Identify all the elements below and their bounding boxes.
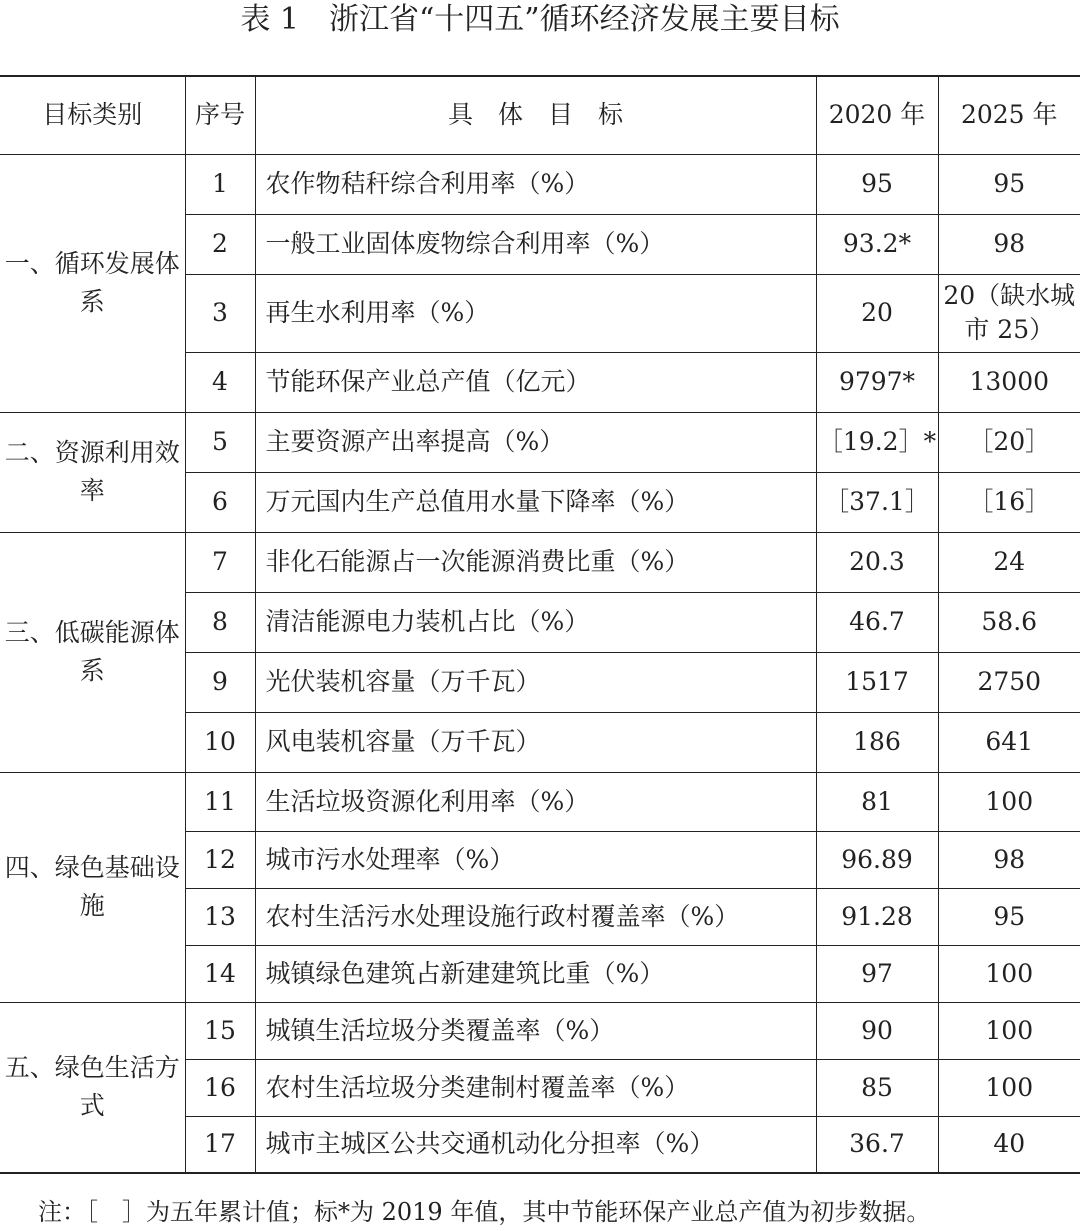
value-2020-cell: 90: [816, 1002, 938, 1059]
goal-cell: 一般工业固体废物综合利用率（%）: [255, 214, 816, 274]
value-2025-cell: 95: [938, 154, 1080, 214]
seq-cell: 10: [185, 712, 255, 772]
value-2020-cell: 81: [816, 772, 938, 831]
goal-cell: 万元国内生产总值用水量下降率（%）: [255, 472, 816, 532]
value-2025-cell: ［16］: [938, 472, 1080, 532]
value-2025-cell: 641: [938, 712, 1080, 772]
value-2025-cell: 100: [938, 1059, 1080, 1116]
seq-cell: 5: [185, 412, 255, 472]
value-2020-cell: 36.7: [816, 1116, 938, 1173]
seq-cell: 13: [185, 888, 255, 945]
seq-cell: 11: [185, 772, 255, 831]
header-goal: 具 体 目 标: [255, 76, 816, 154]
seq-cell: 7: [185, 532, 255, 592]
seq-cell: 2: [185, 214, 255, 274]
value-2020-cell: 9797*: [816, 352, 938, 412]
category-cell: 五、绿色生活方式: [0, 1002, 185, 1173]
goal-cell: 风电装机容量（万千瓦）: [255, 712, 816, 772]
seq-cell: 9: [185, 652, 255, 712]
value-2020-cell: 91.28: [816, 888, 938, 945]
value-2020-cell: 46.7: [816, 592, 938, 652]
seq-cell: 4: [185, 352, 255, 412]
table-row: [0, 154, 1080, 214]
goal-cell: 城市主城区公共交通机动化分担率（%）: [255, 1116, 816, 1173]
value-2025-cell: 100: [938, 772, 1080, 831]
category-cell: 二、资源利用效率: [0, 412, 185, 532]
value-2025-cell: 40: [938, 1116, 1080, 1173]
value-2020-cell: 85: [816, 1059, 938, 1116]
goal-cell: 农村生活垃圾分类建制村覆盖率（%）: [255, 1059, 816, 1116]
value-2025-cell: 95: [938, 888, 1080, 945]
value-2025-cell: 20（缺水城市 25）: [938, 274, 1080, 352]
category-cell: 三、低碳能源体系: [0, 532, 185, 772]
table-title: 表 1 浙江省“十四五”循环经济发展主要目标: [240, 2, 840, 37]
value-2020-cell: 96.89: [816, 831, 938, 888]
value-2025-cell: 100: [938, 1002, 1080, 1059]
value-2020-cell: 95: [816, 154, 938, 214]
value-2020-cell: 1517: [816, 652, 938, 712]
seq-cell: 17: [185, 1116, 255, 1173]
goal-cell: 城市污水处理率（%）: [255, 831, 816, 888]
header-2020: 2020 年: [816, 76, 938, 154]
value-2020-cell: 20.3: [816, 532, 938, 592]
goal-cell: 光伏装机容量（万千瓦）: [255, 652, 816, 712]
goal-cell: 清洁能源电力装机占比（%）: [255, 592, 816, 652]
value-2020-cell: 20: [816, 274, 938, 352]
value-2025-cell: ［20］: [938, 412, 1080, 472]
value-2025-cell: 2750: [938, 652, 1080, 712]
goal-cell: 主要资源产出率提高（%）: [255, 412, 816, 472]
seq-cell: 16: [185, 1059, 255, 1116]
goals-table: [0, 75, 1080, 1174]
category-cell: 一、循环发展体系: [0, 154, 185, 412]
seq-cell: 3: [185, 274, 255, 352]
seq-cell: 6: [185, 472, 255, 532]
header-category: 目标类别: [0, 76, 185, 154]
table-row: [0, 532, 1080, 592]
value-2020-cell: ［19.2］*: [816, 412, 938, 472]
goal-cell: 城镇绿色建筑占新建建筑比重（%）: [255, 945, 816, 1002]
goal-cell: 农村生活污水处理设施行政村覆盖率（%）: [255, 888, 816, 945]
goal-cell: 城镇生活垃圾分类覆盖率（%）: [255, 1002, 816, 1059]
table-footnote: 注：［ ］为五年累计值；标*为 2019 年值，其中节能环保产业总产值为初步数据。: [38, 1198, 931, 1226]
seq-cell: 8: [185, 592, 255, 652]
category-cell: 四、绿色基础设施: [0, 772, 185, 1002]
table-row: [0, 772, 1080, 831]
goal-cell: 节能环保产业总产值（亿元）: [255, 352, 816, 412]
header-2025: 2025 年: [938, 76, 1080, 154]
goal-cell: 生活垃圾资源化利用率（%）: [255, 772, 816, 831]
value-2025-cell: 98: [938, 214, 1080, 274]
goal-cell: 再生水利用率（%）: [255, 274, 816, 352]
value-2025-cell: 24: [938, 532, 1080, 592]
value-2025-cell: 100: [938, 945, 1080, 1002]
seq-cell: 15: [185, 1002, 255, 1059]
value-2025-cell: 58.6: [938, 592, 1080, 652]
table-row: [0, 1002, 1080, 1059]
value-2020-cell: 97: [816, 945, 938, 1002]
value-2020-cell: 186: [816, 712, 938, 772]
value-2020-cell: ［37.1］: [816, 472, 938, 532]
seq-cell: 14: [185, 945, 255, 1002]
value-2020-cell: 93.2*: [816, 214, 938, 274]
goal-cell: 农作物秸秆综合利用率（%）: [255, 154, 816, 214]
value-2025-cell: 98: [938, 831, 1080, 888]
value-2025-cell: 13000: [938, 352, 1080, 412]
seq-cell: 1: [185, 154, 255, 214]
header-row: [0, 76, 1080, 154]
goal-cell: 非化石能源占一次能源消费比重（%）: [255, 532, 816, 592]
table-row: [0, 412, 1080, 472]
header-seq: 序号: [185, 76, 255, 154]
seq-cell: 12: [185, 831, 255, 888]
